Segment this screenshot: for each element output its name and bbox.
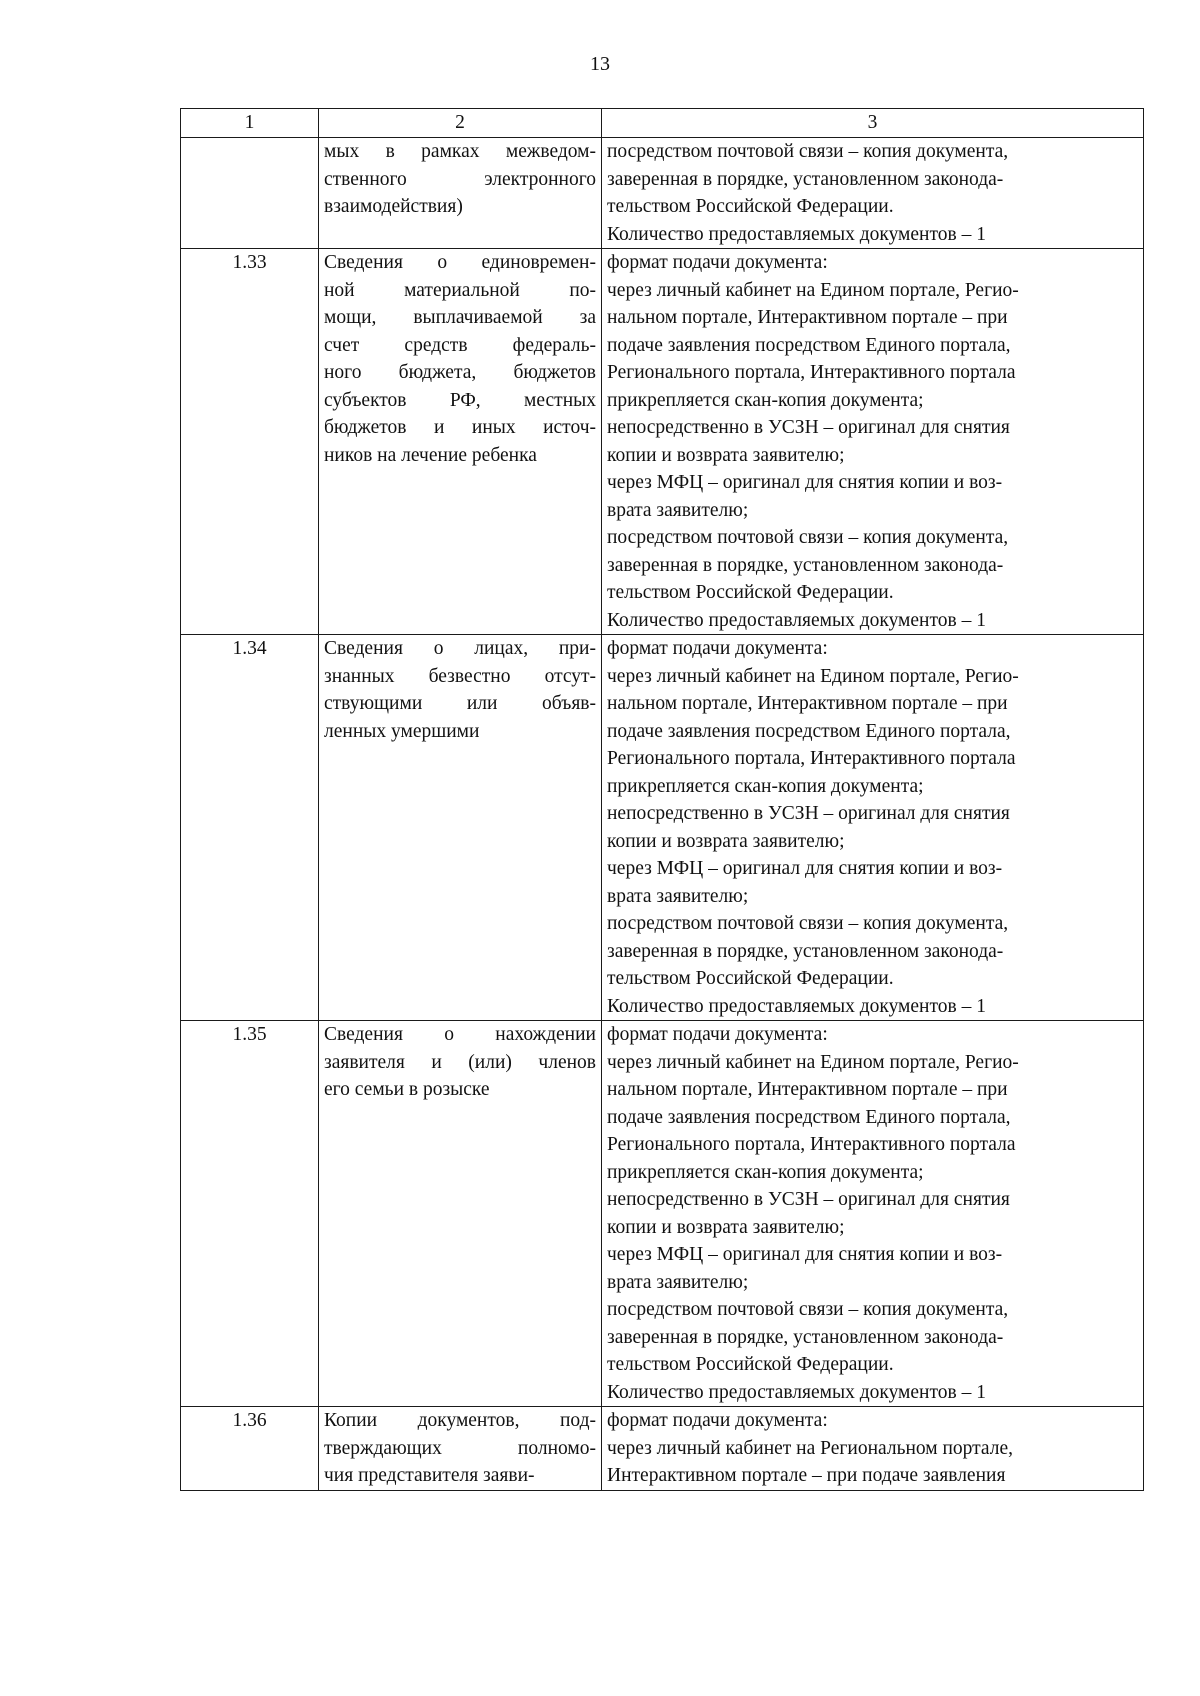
submission-format-line: через МФЦ – оригинал для снятия копии и воз- [607, 858, 1003, 879]
submission-format-line: прикрепляется скан-копия документа; [607, 1161, 924, 1183]
table-row [181, 138, 1144, 249]
document-name-line: счет средств федераль- [324, 334, 596, 356]
submission-format-cell [602, 1021, 1144, 1407]
submission-format-line: заверенная в порядке, установленном законода- [607, 1326, 1004, 1348]
submission-format-line: Регионального портала, Интерактивного портала [607, 362, 1016, 383]
submission-format-line: Количество предоставляемых документов – 1 [607, 995, 986, 1017]
submission-format-line: через МФЦ – оригинал для снятия копии и воз- [607, 472, 1003, 493]
submission-format-line: формат подачи документа: [607, 1410, 828, 1431]
document-name-line: его семьи в розыске [324, 1079, 490, 1100]
submission-format-line: Количество предоставляемых документов – 1 [607, 609, 986, 631]
column-header-3: 3 [602, 109, 1144, 138]
document-name-line: субъектов РФ, местных [324, 389, 596, 411]
row-number: 1.36 [181, 1407, 319, 1491]
document-name-cell [319, 138, 602, 249]
submission-format-line: Регионального портала, Интерактивного портала [607, 748, 1016, 769]
table-row [181, 249, 1144, 635]
submission-format-line: прикрепляется скан-копия документа; [607, 389, 924, 411]
submission-format-line: посредством почтовой связи – копия документа, [607, 1299, 1009, 1320]
submission-format-line: копии и возврата заявителю; [607, 444, 845, 466]
document-name-line: ленных умершими [324, 720, 480, 742]
document-name-line: Копии документов, под- [324, 1410, 596, 1431]
submission-format-line: врата заявителю; [607, 499, 749, 521]
submission-format-line: заверенная в порядке, установленном законода- [607, 554, 1004, 576]
document-name-line: бюджетов и иных источ- [324, 417, 596, 438]
table-row [181, 635, 1144, 1021]
document-name-line: взаимодействия) [324, 196, 463, 217]
document-name-cell [319, 635, 602, 1021]
table-body [181, 138, 1144, 1491]
submission-format-line: формат подачи документа: [607, 1024, 828, 1045]
submission-format-line: непосредственно в УСЗН – оригинал для снятия [607, 417, 1010, 438]
submission-format-cell [602, 635, 1144, 1021]
row-number: 1.35 [181, 1021, 319, 1407]
table-header-row [181, 109, 1144, 138]
submission-format-line: тельством Российской Федерации. [607, 196, 894, 217]
submission-format-line: подаче заявления посредством Единого портала, [607, 1106, 1011, 1128]
submission-format-line: посредством почтовой связи – копия документа, [607, 913, 1009, 934]
submission-format-line: врата заявителю; [607, 1271, 749, 1293]
page-number: 13 [590, 53, 610, 75]
submission-format-line: посредством почтовой связи – копия документа, [607, 527, 1009, 548]
document-name-line: ной материальной по- [324, 279, 596, 301]
table-row [181, 1021, 1144, 1407]
document-name-cell [319, 249, 602, 635]
submission-format-line: формат подачи документа: [607, 252, 828, 273]
document-name-line: тверждающих полномо- [324, 1437, 596, 1459]
submission-format-line: нальном портале, Интерактивном портале – при [607, 1079, 1008, 1100]
table-row [181, 1407, 1144, 1491]
submission-format-line: тельством Российской Федерации. [607, 582, 894, 603]
document-name-line: Сведения о единовремен- [324, 252, 596, 273]
document-name-line: мых в рамках межведом- [324, 141, 596, 162]
row-number: 1.33 [181, 249, 319, 635]
submission-format-line: Интерактивном портале – при подаче заявления [607, 1465, 1006, 1486]
submission-format-cell [602, 249, 1144, 635]
submission-format-line: прикрепляется скан-копия документа; [607, 775, 924, 797]
document-name-line: ного бюджета, бюджетов [324, 362, 596, 383]
submission-format-line: формат подачи документа: [607, 638, 828, 659]
submission-format-line: Количество предоставляемых документов – 1 [607, 223, 986, 245]
submission-format-line: тельством Российской Федерации. [607, 1354, 894, 1375]
submission-format-line: подаче заявления посредством Единого портала, [607, 334, 1011, 356]
submission-format-line: копии и возврата заявителю; [607, 1216, 845, 1238]
submission-format-line: через личный кабинет на Едином портале, Регио- [607, 279, 1019, 301]
submission-format-line: врата заявителю; [607, 885, 749, 907]
document-name-line: Сведения о лицах, при- [324, 638, 596, 659]
column-header-2: 2 [319, 109, 602, 138]
document-name-line: ников на лечение ребенка [324, 444, 537, 466]
document-name-line: ствующими или объяв- [324, 693, 596, 714]
submission-format-cell [602, 138, 1144, 249]
column-header-1: 1 [181, 109, 319, 138]
submission-format-line: через личный кабинет на Едином портале, Регио- [607, 1051, 1019, 1073]
submission-format-line: Регионального портала, Интерактивного портала [607, 1134, 1016, 1155]
submission-format-line: подаче заявления посредством Единого портала, [607, 720, 1011, 742]
submission-format-line: нальном портале, Интерактивном портале – при [607, 307, 1008, 328]
document-table [180, 108, 1144, 1491]
submission-format-cell [602, 1407, 1144, 1491]
submission-format-line: копии и возврата заявителю; [607, 830, 845, 852]
submission-format-line: посредством почтовой связи – копия документа, [607, 141, 1009, 162]
document-name-line: чия представителя заяви- [324, 1465, 535, 1486]
submission-format-line: через МФЦ – оригинал для снятия копии и воз- [607, 1244, 1003, 1265]
document-name-line: мощи, выплачиваемой за [324, 307, 596, 328]
submission-format-line: непосредственно в УСЗН – оригинал для снятия [607, 1189, 1010, 1210]
submission-format-line: нальном портале, Интерактивном портале – при [607, 693, 1008, 714]
submission-format-line: заверенная в порядке, установленном законода- [607, 940, 1004, 962]
document-name-line: ственного электронного [324, 168, 596, 190]
document-name-line: знанных безвестно отсут- [324, 665, 596, 687]
submission-format-line: Количество предоставляемых документов – 1 [607, 1381, 986, 1403]
submission-format-line: через личный кабинет на Региональном портале, [607, 1437, 1014, 1459]
submission-format-line: через личный кабинет на Едином портале, Регио- [607, 665, 1019, 687]
document-name-cell [319, 1407, 602, 1491]
submission-format-line: тельством Российской Федерации. [607, 968, 894, 989]
submission-format-line: непосредственно в УСЗН – оригинал для снятия [607, 803, 1010, 824]
row-number: 1.34 [181, 635, 319, 1021]
submission-format-line: заверенная в порядке, установленном законода- [607, 168, 1004, 190]
document-name-line: Сведения о нахождении [324, 1024, 596, 1045]
document-name-cell [319, 1021, 602, 1407]
row-number [181, 138, 319, 249]
document-name-line: заявителя и (или) членов [324, 1051, 596, 1073]
